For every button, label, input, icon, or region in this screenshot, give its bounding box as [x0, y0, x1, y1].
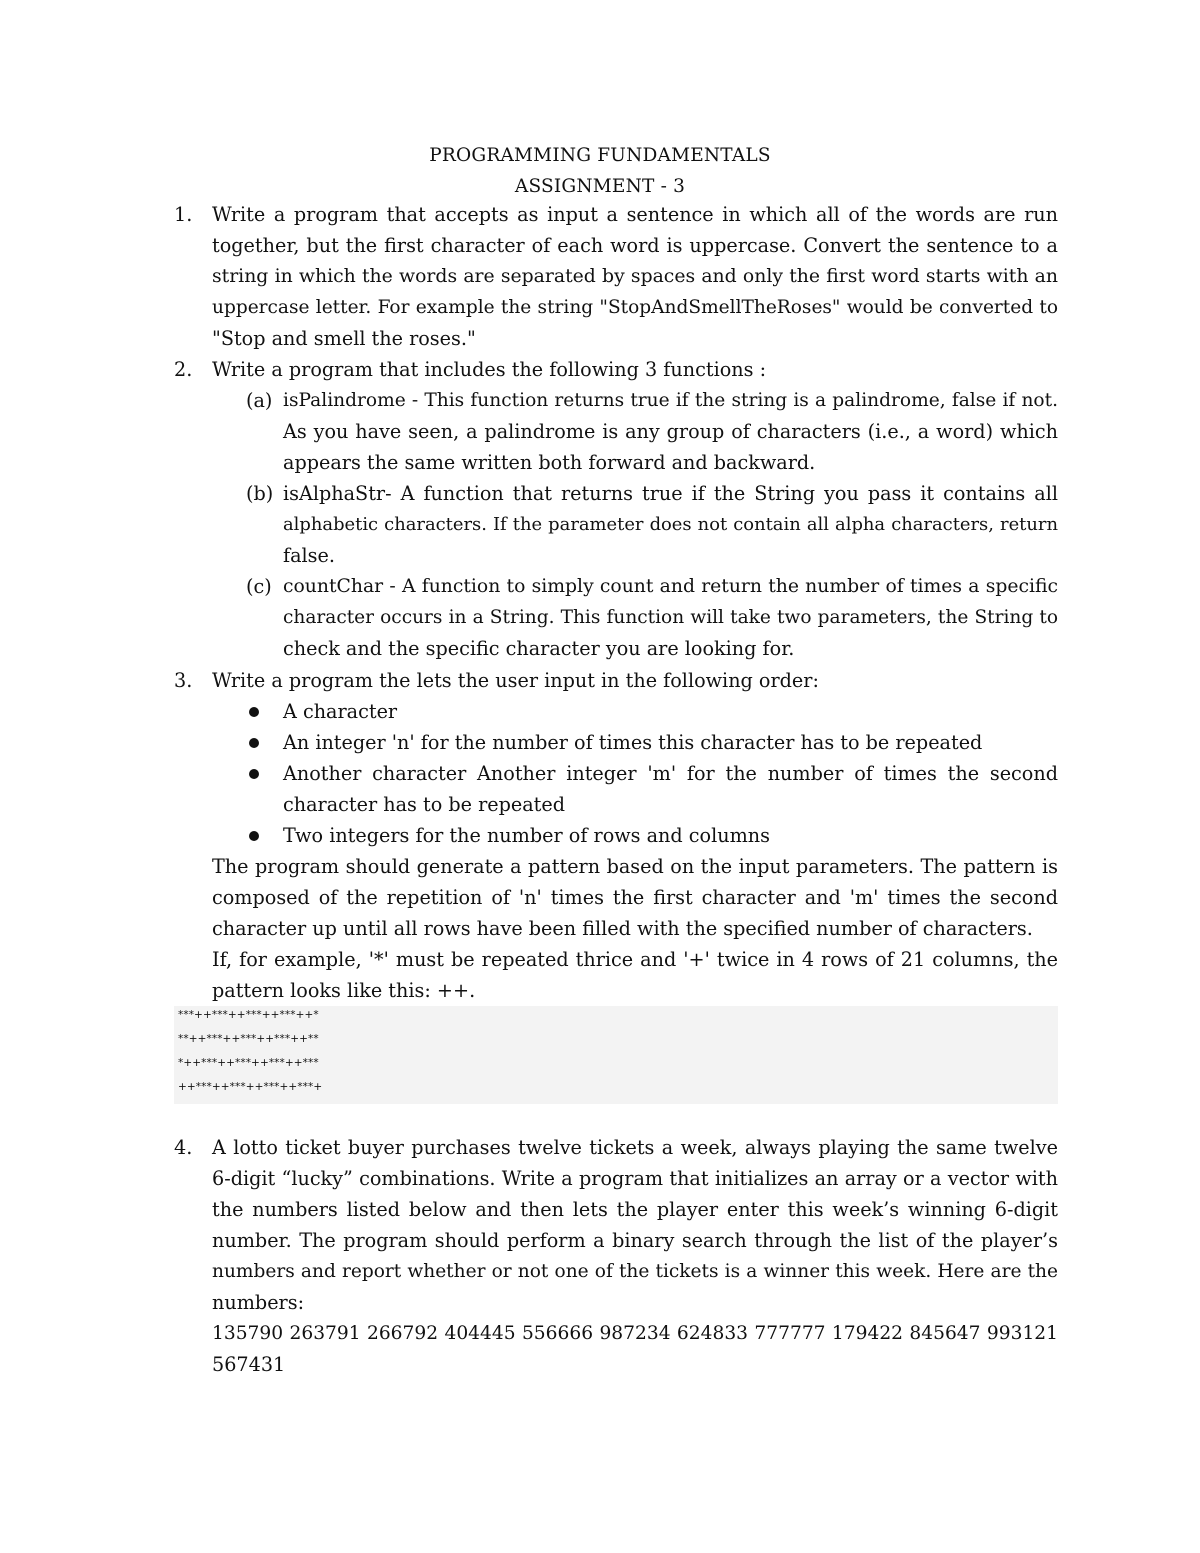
text-line: character occurs in a String. This function will take two parameters, the String to — [283, 607, 1058, 628]
text-line: number. The program should perform a binary search through the list of the player’s — [212, 1229, 1058, 1252]
bullet-item — [283, 727, 1058, 758]
text-line: The program should generate a pattern based on the input parameters. The pattern is — [212, 855, 1058, 878]
text-line: Write a program the lets the user input in the following order: — [212, 669, 819, 692]
sub-item-label-c: (c) — [246, 575, 272, 598]
text-line: A lotto ticket buyer purchases twelve tickets a week, always playing the same twelve — [212, 1136, 1058, 1159]
text-line: string in which the words are separated by spaces and only the first word starts with an — [212, 266, 1058, 287]
text-line: Write a program that includes the following 3 functions : — [212, 358, 767, 381]
bullet-item — [283, 696, 1058, 727]
text-line: Another character Another integer 'm' for the number of times the second — [283, 762, 1058, 785]
text-line: countChar - A function to simply count and return the number of times a specific — [283, 576, 1058, 597]
bullet-icon — [249, 707, 259, 717]
question-2-number: 2. — [174, 358, 193, 381]
question-2-intro — [212, 354, 1058, 385]
question-1-text — [212, 199, 1058, 354]
question-1-number: 1. — [174, 203, 193, 226]
text-line: A character — [283, 700, 398, 723]
lotto-numbers-line: 567431 — [212, 1353, 286, 1376]
question-3-example — [212, 944, 1058, 1006]
question-4-number: 4. — [174, 1136, 193, 1159]
text-line: isAlphaStr- A function that returns true if the String you pass it contains all — [283, 482, 1058, 505]
bullet-item — [283, 758, 1058, 820]
text-line: the numbers listed below and then lets the player enter this week’s winning 6-digit — [212, 1198, 1058, 1221]
lotto-numbers-line: 135790 263791 266792 404445 556666 987234 624833 777777 179422 845647 993121 — [212, 1323, 1058, 1344]
sub-item-countchar — [283, 571, 1058, 664]
text-line: pattern looks like this: ++. — [212, 979, 476, 1002]
document-title: PROGRAMMING FUNDAMENTALS — [429, 145, 771, 166]
pattern-row: ++***++***++***++***+ — [178, 1081, 323, 1093]
pattern-output-block — [174, 1006, 1058, 1104]
text-line: character has to be repeated — [283, 793, 566, 816]
bullet-icon — [249, 769, 259, 779]
text-line: If, for example, '*' must be repeated thrice and '+' twice in 4 rows of 21 columns, the — [212, 948, 1058, 971]
text-line: appears the same written both forward and backward. — [283, 451, 816, 474]
text-line: As you have seen, a palindrome is any group of characters (i.e., a word) which — [283, 420, 1058, 443]
sub-item-label-a: (a) — [246, 389, 273, 412]
question-3-intro — [212, 665, 1058, 696]
text-line: character up until all rows have been filled with the specified number of characters. — [212, 917, 1033, 940]
text-line: isPalindrome - This function returns true if the string is a palindrome, false if not. — [283, 390, 1058, 411]
text-line: uppercase letter. For example the string "StopAndSmellTheRoses" would be converted to — [212, 297, 1058, 318]
text-line: together, but the first character of each word is uppercase. Convert the sentence to a — [212, 234, 1058, 257]
text-line: An integer 'n' for the number of times this character has to be repeated — [283, 731, 983, 754]
text-line: numbers and report whether or not one of the tickets is a winner this week. Here are the — [212, 1261, 1058, 1282]
text-line: Write a program that accepts as input a sentence in which all of the words are run — [212, 203, 1058, 226]
pattern-row: **++***++***++***++** — [178, 1033, 319, 1045]
question-3-paragraph — [212, 851, 1058, 944]
text-line: composed of the repetition of 'n' times the first character and 'm' times the second — [212, 886, 1058, 909]
pattern-row: *++***++***++***++*** — [178, 1057, 319, 1069]
bullet-icon — [249, 738, 259, 748]
text-line: "Stop and smell the roses." — [212, 327, 476, 350]
bullet-icon — [249, 831, 259, 841]
text-line: false. — [283, 544, 335, 567]
text-line: alphabetic characters. If the parameter does not contain all alpha characters, return — [283, 514, 1058, 535]
assignment-number: ASSIGNMENT - 3 — [514, 176, 686, 197]
sub-item-isalphastr — [283, 478, 1058, 571]
text-line: 6-digit “lucky” combinations. Write a program that initializes an array or a vector with — [212, 1167, 1058, 1190]
text-line: numbers: — [212, 1291, 305, 1314]
question-3-number: 3. — [174, 669, 193, 692]
sub-item-label-b: (b) — [246, 482, 274, 505]
question-4-text — [212, 1132, 1058, 1380]
bullet-item — [283, 820, 1058, 851]
text-line: Two integers for the number of rows and columns — [283, 824, 770, 847]
sub-item-ispalindrome — [283, 385, 1058, 478]
text-line: check and the specific character you are looking for. — [283, 637, 795, 660]
pattern-row: ***++***++***++***++* — [178, 1009, 319, 1021]
